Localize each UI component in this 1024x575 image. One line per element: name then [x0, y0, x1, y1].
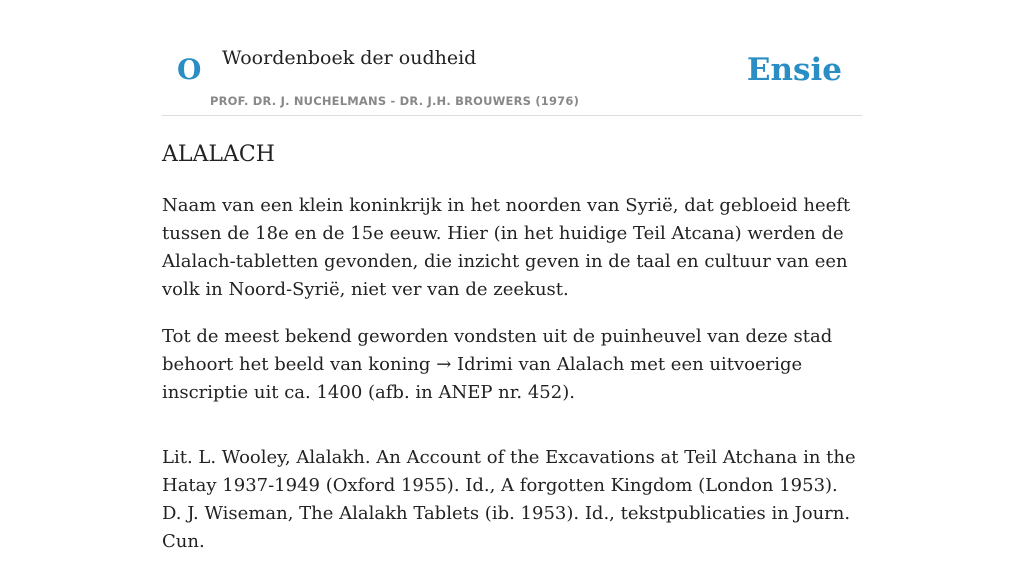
dictionary-header: [162, 0, 862, 116]
dictionary-letter: O: [177, 53, 202, 86]
idrimi-link[interactable]: → Idrimi: [436, 354, 513, 375]
entry-title: ALALACH: [162, 142, 275, 167]
entry-paragraph-2: [162, 323, 862, 407]
entry-paragraph-1: Naam van een klein koninkrijk in het noorden van Syrië, dat gebloeid heeft tussen de 18e en de 15e eeuw. Hier (in het huidige Teil Atcana) werden de Alalach-tabletten gevonden, die inzicht geven in de taal en cultuur van een volk in Noord-Syrië, niet ver van de zeekust.: [162, 195, 851, 300]
entry-content: [162, 192, 862, 575]
book-authors: PROF. DR. J. NUCHELMANS - DR. J.H. BROUWERS (1976): [210, 94, 580, 108]
literature-paragraph: Lit. L. Wooley, Alalakh. An Account of the Excavations at Teil Atchana in the Hatay 1937-1949 (Oxford 1955). Id., A forgotten Kingdom (London 1953). D. J. Wiseman, The Alalakh Tablets (ib. 1953). Id., tekstpublicaties in Journ. Cun.: [162, 447, 856, 552]
paragraph-2-text-before: Tot de meest bekend geworden vondsten uit de puinheuvel van deze stad behoort het beeld van koning: [162, 326, 833, 375]
ensie-logo-link[interactable]: Ensie: [746, 52, 842, 88]
book-title[interactable]: Woordenboek der oudheid: [222, 47, 477, 69]
page: [162, 0, 862, 552]
paragraph-2-text-after: van Alalach met een uitvoerige inscriptie uit ca. 1400 (afb. in ANEP nr. 452).: [162, 354, 803, 403]
